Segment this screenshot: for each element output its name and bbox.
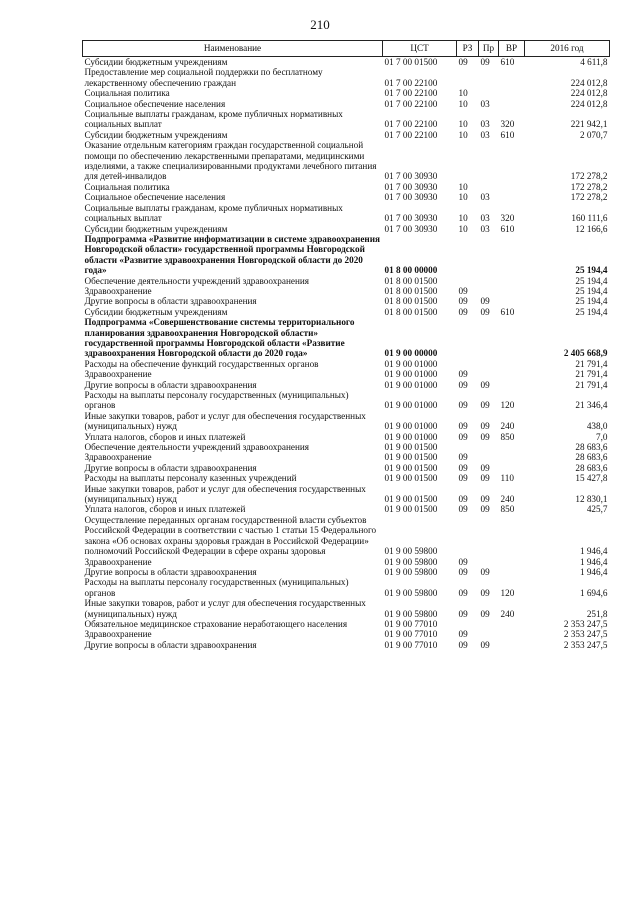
cell-cst: 01 9 00 01500 <box>384 494 438 505</box>
cell-name: Обеспечение деятельности учреждений здравоохранения <box>84 275 310 286</box>
header-cst: ЦСТ <box>383 41 457 57</box>
cell-rz: 09 <box>458 608 468 619</box>
table-row <box>83 380 610 390</box>
cell-sum: 28 683,6 <box>575 442 608 453</box>
cell-vr <box>499 140 525 182</box>
cell-name: Здравоохранение <box>84 285 152 296</box>
table-row <box>83 432 610 442</box>
cell-vr <box>499 67 525 88</box>
cell-vr: 240 <box>500 421 515 432</box>
cell-rz: 10 <box>458 98 468 109</box>
cell-pr <box>479 140 499 182</box>
table-row <box>83 473 610 483</box>
cell-vr <box>499 296 525 306</box>
cell-name: Субсидии бюджетным учреждениям <box>84 306 228 317</box>
table-row <box>83 192 610 202</box>
cell-pr <box>479 182 499 192</box>
table-row <box>83 619 610 629</box>
cell-rz: 10 <box>458 88 468 99</box>
cell-sum: 2 405 668,9 <box>563 348 608 359</box>
cell-name: Расходы на выплаты персоналу государственных (муниципальных) органов <box>84 577 349 598</box>
cell-name: Социальные выплаты гражданам, кроме публичных нормативных социальных выплат <box>84 109 343 130</box>
table-row <box>83 234 610 276</box>
cell-rz: 09 <box>458 462 468 473</box>
cell-name: Субсидии бюджетным учреждениям <box>84 223 228 234</box>
cell-cst: 01 8 00 01500 <box>384 296 438 307</box>
cell-vr <box>499 629 525 639</box>
cell-cst: 01 8 00 00000 <box>384 265 438 276</box>
cell-name: Социальное обеспечение населения <box>84 192 226 203</box>
cell-vr <box>499 557 525 567</box>
cell-pr <box>479 67 499 88</box>
cell-rz <box>457 67 479 88</box>
cell-vr <box>499 619 525 629</box>
cell-name: Осуществление переданных органам государственной власти субъектов Российской Федерации в соответствии с частью 1 статьи 15 Федерального закона «Об основах охраны здоровья граждан в Российской Федерации» полномочий Российской Федерации в сфере охраны здоровья <box>84 514 377 557</box>
cell-sum: 7,0 <box>596 431 608 442</box>
cell-name: Предоставление мер социальной поддержки по бесплатному лекарственному обеспечению граждан <box>84 67 323 88</box>
cell-vr: 610 <box>500 306 515 317</box>
cell-name: Другие вопросы в области здравоохранения <box>84 566 257 577</box>
cell-name: Подпрограмма «Совершенствование системы территориального планирования здравоохранения Новгородской области» государственной программы Новгородской области «Развитие здравоохранения Новгородской области до 2020 года» <box>84 317 355 359</box>
cell-vr <box>499 369 525 379</box>
cell-sum: 425,7 <box>586 504 608 515</box>
cell-name: Социальная политика <box>84 181 170 192</box>
cell-rz: 09 <box>458 556 468 567</box>
cell-rz: 09 <box>458 369 468 380</box>
cell-pr: 09 <box>480 473 490 484</box>
cell-vr: 610 <box>500 57 515 67</box>
cell-pr: 03 <box>480 119 490 130</box>
cell-sum: 25 194,4 <box>575 306 608 317</box>
cell-cst: 01 7 00 22100 <box>384 88 438 99</box>
header-sum: 2016 год <box>525 41 610 57</box>
cell-pr: 03 <box>480 129 490 140</box>
cell-cst: 01 7 00 22100 <box>384 98 438 109</box>
cell-cst: 01 9 00 01500 <box>384 504 438 515</box>
table-row <box>83 463 610 473</box>
cell-cst: 01 7 00 22100 <box>384 119 438 130</box>
cell-name: Обязательное медицинское страхование неработающего населения <box>84 618 348 629</box>
cell-cst: 01 7 00 30930 <box>384 181 438 192</box>
cell-vr: 120 <box>500 400 515 411</box>
cell-rz: 09 <box>458 285 468 296</box>
table-row <box>83 307 610 317</box>
header-pr: Пр <box>479 41 499 57</box>
cell-sum: 438,0 <box>586 421 608 432</box>
cell-cst: 01 9 00 01500 <box>384 442 438 453</box>
cell-sum: 21 791,4 <box>575 369 608 380</box>
cell-cst: 01 8 00 01500 <box>384 306 438 317</box>
cell-cst: 01 9 00 01000 <box>384 431 438 442</box>
cell-rz: 10 <box>458 213 468 224</box>
cell-sum: 224 012,8 <box>570 98 608 109</box>
cell-name: Иные закупки товаров, работ и услуг для обеспечения государственных (муниципальных) нужд <box>84 483 366 505</box>
table-row <box>83 359 610 369</box>
table-row <box>83 452 610 462</box>
cell-vr <box>499 380 525 390</box>
cell-rz: 09 <box>458 639 468 650</box>
cell-name: Другие вопросы в области здравоохранения <box>84 379 257 390</box>
cell-sum: 172 278,2 <box>570 181 608 192</box>
cell-sum: 2 353 247,5 <box>563 629 608 640</box>
cell-name: Оказание отдельным категориям граждан государственной социальной помощи по обеспечению лекарственными препаратами, медицинскими изделиями, а также специализированными продуктами лечебного питания для детей-инвалидов <box>84 140 377 182</box>
cell-vr <box>499 192 525 202</box>
cell-vr: 110 <box>500 473 514 484</box>
cell-pr: 09 <box>480 57 490 67</box>
cell-rz: 09 <box>458 379 468 390</box>
cell-rz: 09 <box>458 494 468 505</box>
table-row <box>83 57 610 68</box>
cell-vr: 120 <box>500 587 515 598</box>
cell-vr <box>499 640 525 650</box>
cell-pr <box>479 359 499 369</box>
table-row <box>83 317 610 359</box>
cell-vr <box>499 359 525 369</box>
cell-vr <box>499 276 525 286</box>
cell-sum: 2 353 247,5 <box>563 639 608 650</box>
table-row <box>83 442 610 452</box>
cell-rz <box>457 619 479 629</box>
table-row <box>83 296 610 306</box>
cell-cst: 01 7 00 30930 <box>384 213 438 224</box>
table-row <box>83 504 610 514</box>
cell-name: Субсидии бюджетным учреждениям <box>84 57 228 67</box>
cell-cst: 01 7 00 30930 <box>384 171 438 182</box>
cell-pr <box>479 369 499 379</box>
cell-sum: 172 278,2 <box>570 192 608 203</box>
cell-sum: 12 830,1 <box>575 494 608 505</box>
cell-sum: 21 791,4 <box>575 379 608 390</box>
table-row <box>83 515 610 557</box>
table-row <box>83 88 610 98</box>
cell-vr: 850 <box>500 431 515 442</box>
cell-sum: 160 111,6 <box>571 213 608 224</box>
cell-name: Здравоохранение <box>84 452 152 463</box>
cell-vr: 240 <box>500 608 515 619</box>
cell-vr <box>499 88 525 98</box>
table-row <box>83 286 610 296</box>
cell-pr <box>479 276 499 286</box>
cell-pr: 03 <box>480 223 490 234</box>
cell-sum: 25 194,4 <box>575 275 608 286</box>
cell-cst: 01 9 00 01500 <box>384 462 438 473</box>
cell-name: Обеспечение деятельности учреждений здравоохранения <box>84 442 310 453</box>
cell-cst: 01 9 00 00000 <box>384 348 438 359</box>
cell-rz <box>457 359 479 369</box>
cell-rz: 09 <box>458 296 468 307</box>
cell-rz: 10 <box>458 192 468 203</box>
cell-pr <box>479 619 499 629</box>
cell-vr <box>499 515 525 557</box>
cell-name: Иные закупки товаров, работ и услуг для обеспечения государственных (муниципальных) нужд <box>84 410 366 432</box>
cell-vr <box>499 99 525 109</box>
cell-cst: 01 7 00 22100 <box>384 77 438 88</box>
cell-cst: 01 9 00 01000 <box>384 379 438 390</box>
cell-sum: 12 166,6 <box>575 223 608 234</box>
cell-pr: 03 <box>480 213 490 224</box>
cell-cst: 01 9 00 01500 <box>384 452 438 463</box>
table-row <box>83 224 610 234</box>
header-vr: ВР <box>499 41 525 57</box>
table-row <box>83 577 610 598</box>
cell-sum: 25 194,4 <box>575 285 608 296</box>
cell-cst: 01 9 00 59800 <box>384 566 438 577</box>
cell-pr: 09 <box>480 431 490 442</box>
cell-pr: 09 <box>480 587 490 598</box>
cell-name: Расходы на выплаты персоналу государственных (муниципальных) органов <box>84 390 349 411</box>
cell-pr: 09 <box>480 639 490 650</box>
cell-sum: 21 791,4 <box>575 358 608 369</box>
cell-sum: 224 012,8 <box>570 88 608 99</box>
cell-pr <box>479 88 499 98</box>
page-number: 210 <box>310 17 330 32</box>
table-header-row <box>83 41 610 57</box>
cell-vr: 610 <box>500 223 515 234</box>
cell-vr <box>499 442 525 452</box>
table-row <box>83 567 610 577</box>
cell-rz <box>457 515 479 557</box>
cell-cst: 01 7 00 30930 <box>384 192 438 203</box>
cell-name: Расходы на выплаты персоналу казенных учреждений <box>84 473 297 484</box>
cell-rz: 09 <box>458 566 468 577</box>
cell-sum: 15 427,8 <box>575 473 608 484</box>
cell-cst: 01 8 00 01500 <box>384 285 438 296</box>
cell-rz <box>457 276 479 286</box>
cell-pr: 09 <box>480 462 490 473</box>
cell-vr <box>499 234 525 276</box>
cell-rz: 09 <box>458 473 468 484</box>
cell-sum: 2 353 247,5 <box>563 618 608 629</box>
cell-vr: 850 <box>500 504 515 515</box>
cell-sum: 21 346,4 <box>575 400 608 411</box>
cell-pr <box>479 442 499 452</box>
cell-rz: 10 <box>458 223 468 234</box>
cell-cst: 01 9 00 77010 <box>384 618 438 629</box>
cell-rz: 09 <box>458 587 468 598</box>
table-row <box>83 203 610 224</box>
cell-rz: 10 <box>458 129 468 140</box>
cell-pr <box>479 286 499 296</box>
cell-pr <box>479 234 499 276</box>
cell-pr: 09 <box>480 608 490 619</box>
cell-name: Другие вопросы в области здравоохранения <box>84 639 257 650</box>
cell-name: Социальная политика <box>84 88 170 99</box>
table-row <box>83 67 610 88</box>
header-name: Наименование <box>83 41 383 57</box>
cell-vr: 610 <box>500 129 515 140</box>
cell-cst: 01 9 00 59800 <box>384 587 438 598</box>
cell-vr <box>499 452 525 462</box>
cell-cst: 01 9 00 01500 <box>384 473 438 484</box>
cell-vr: 320 <box>500 119 515 130</box>
cell-sum: 28 683,6 <box>575 452 608 463</box>
cell-rz: 09 <box>458 57 468 67</box>
cell-sum: 25 194,4 <box>575 296 608 307</box>
cell-name: Здравоохранение <box>84 369 152 380</box>
cell-pr <box>479 452 499 462</box>
cell-sum: 224 012,8 <box>570 77 608 88</box>
cell-rz <box>457 442 479 452</box>
table-row <box>83 390 610 411</box>
cell-cst: 01 7 00 30930 <box>384 223 438 234</box>
cell-sum: 1 946,4 <box>579 566 608 577</box>
cell-pr: 09 <box>480 421 490 432</box>
cell-vr <box>499 286 525 296</box>
cell-sum: 172 278,2 <box>570 171 608 182</box>
cell-rz: 09 <box>458 306 468 317</box>
cell-vr <box>499 463 525 473</box>
cell-sum: 25 194,4 <box>575 265 608 276</box>
cell-pr <box>479 515 499 557</box>
cell-name: Другие вопросы в области здравоохранения <box>84 296 257 307</box>
header-rz: РЗ <box>457 41 479 57</box>
cell-name: Подпрограмма «Развитие информатизации в системе здравоохранения Новгородской области» государственной программы Новгородской области «Развитие здравоохранения Новгородской области до 2020 года» <box>84 233 380 276</box>
cell-name: Здравоохранение <box>84 629 152 640</box>
table-row <box>83 99 610 109</box>
cell-rz <box>457 317 479 359</box>
cell-rz: 09 <box>458 421 468 432</box>
table-row <box>83 598 610 619</box>
cell-sum: 221 942,1 <box>570 119 608 130</box>
cell-sum: 4 611,8 <box>580 57 608 67</box>
cell-vr: 240 <box>500 494 515 505</box>
cell-name: Уплата налогов, сборов и иных платежей <box>84 504 246 515</box>
cell-cst: 01 7 00 01500 <box>384 57 438 67</box>
cell-name: Субсидии бюджетным учреждениям <box>84 129 228 140</box>
cell-pr <box>479 557 499 567</box>
table-row <box>83 182 610 192</box>
cell-sum: 1 694,6 <box>579 587 608 598</box>
table-row <box>83 484 610 505</box>
cell-rz <box>457 234 479 276</box>
cell-rz <box>457 140 479 182</box>
cell-cst: 01 8 00 01500 <box>384 275 438 286</box>
cell-sum: 28 683,6 <box>575 462 608 473</box>
cell-vr <box>499 317 525 359</box>
cell-cst: 01 9 00 01000 <box>384 421 438 432</box>
cell-rz: 09 <box>458 629 468 640</box>
cell-cst: 01 9 00 01000 <box>384 400 438 411</box>
cell-vr <box>499 182 525 192</box>
table-row <box>83 640 610 650</box>
cell-pr: 09 <box>480 306 490 317</box>
cell-cst: 01 9 00 59800 <box>384 556 438 567</box>
cell-name: Социальные выплаты гражданам, кроме публичных нормативных социальных выплат <box>84 202 343 224</box>
cell-cst: 01 9 00 77010 <box>384 639 438 650</box>
cell-pr: 09 <box>480 296 490 307</box>
cell-pr: 09 <box>480 494 490 505</box>
table-row <box>83 369 610 379</box>
table-row <box>83 130 610 140</box>
cell-vr <box>499 567 525 577</box>
budget-table <box>82 40 610 650</box>
cell-rz: 09 <box>458 431 468 442</box>
cell-pr <box>479 317 499 359</box>
cell-rz: 10 <box>458 181 468 192</box>
cell-pr <box>479 629 499 639</box>
cell-name: Другие вопросы в области здравоохранения <box>84 462 257 473</box>
cell-rz: 09 <box>458 452 468 463</box>
cell-name: Здравоохранение <box>84 556 152 567</box>
cell-sum: 251,8 <box>586 608 608 619</box>
cell-cst: 01 9 00 01000 <box>384 358 438 369</box>
cell-pr: 09 <box>480 504 490 515</box>
cell-vr: 320 <box>500 213 515 224</box>
cell-cst: 01 9 00 59800 <box>384 608 438 619</box>
cell-cst: 01 9 00 01000 <box>384 369 438 380</box>
cell-rz: 10 <box>458 119 468 130</box>
cell-sum: 2 070,7 <box>579 129 608 140</box>
cell-cst: 01 7 00 22100 <box>384 129 438 140</box>
cell-pr: 03 <box>480 98 490 109</box>
cell-pr: 09 <box>480 400 490 411</box>
cell-cst: 01 9 00 59800 <box>384 546 438 557</box>
cell-cst: 01 9 00 77010 <box>384 629 438 640</box>
table-row <box>83 109 610 130</box>
cell-rz: 09 <box>458 400 468 411</box>
table-row <box>83 411 610 432</box>
cell-pr: 09 <box>480 566 490 577</box>
cell-pr: 03 <box>480 192 490 203</box>
cell-sum: 1 946,4 <box>579 546 608 557</box>
cell-name: Социальное обеспечение населения <box>84 98 226 109</box>
cell-rz: 09 <box>458 504 468 515</box>
table-row <box>83 557 610 567</box>
table-row <box>83 276 610 286</box>
cell-name: Расходы на обеспечение функций государственных органов <box>84 358 319 369</box>
cell-name: Иные закупки товаров, работ и услуг для обеспечения государственных (муниципальных) нужд <box>84 598 366 619</box>
table-row <box>83 629 610 639</box>
table-row <box>83 140 610 182</box>
cell-name: Уплата налогов, сборов и иных платежей <box>84 431 246 442</box>
cell-pr: 09 <box>480 379 490 390</box>
cell-sum: 1 946,4 <box>579 556 608 567</box>
